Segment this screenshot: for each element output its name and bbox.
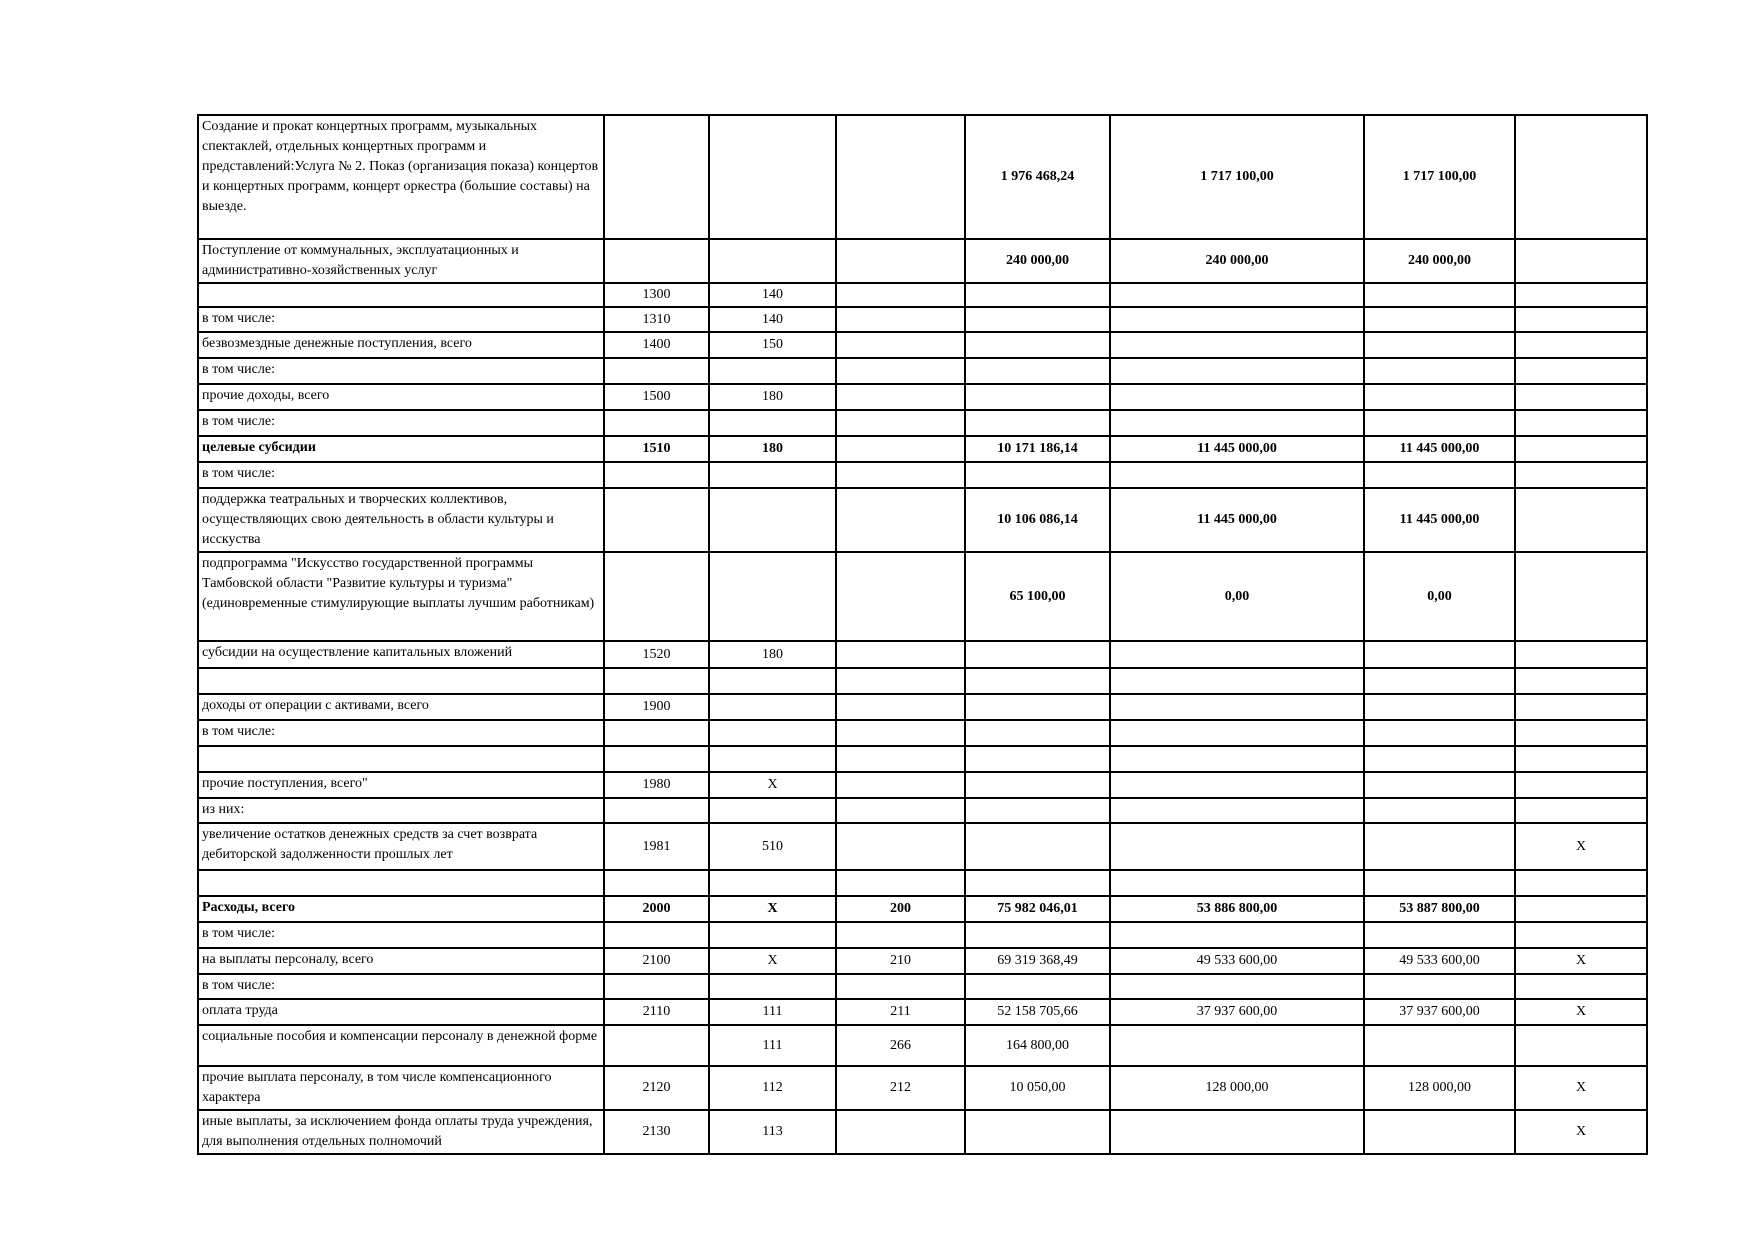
row-value-2019-cell: 1 976 468,24 (965, 115, 1110, 239)
row-value-2019-cell (965, 823, 1110, 870)
row-kbk-cell (836, 1110, 965, 1154)
row-code-cell (604, 720, 709, 746)
row-value-2020-cell: 49 533 600,00 (1110, 948, 1364, 974)
row-value-2021-cell (1364, 798, 1515, 823)
row-value-2020-cell (1110, 746, 1364, 772)
row-value-2019-cell: 10 171 186,14 (965, 436, 1110, 462)
row-code-cell (604, 462, 709, 488)
row-mark-cell (1515, 746, 1647, 772)
row-kosgu-cell: 510 (709, 823, 836, 870)
row-mark-cell (1515, 462, 1647, 488)
table-row (198, 772, 1647, 798)
table-row (198, 694, 1647, 720)
row-kbk-cell (836, 772, 965, 798)
row-kosgu-cell (709, 798, 836, 823)
row-value-2020-cell (1110, 823, 1364, 870)
row-value-2019-cell (965, 641, 1110, 668)
row-mark-cell (1515, 641, 1647, 668)
row-name-cell: поддержка театральных и творческих коллективов, осуществляющих свою деятельность в области культуры и исскуства (198, 488, 604, 552)
row-name-cell: из них: (198, 798, 604, 823)
row-code-cell (604, 974, 709, 999)
row-value-2021-cell (1364, 870, 1515, 896)
row-value-2020-cell: 11 445 000,00 (1110, 488, 1364, 552)
row-value-2020-cell: 240 000,00 (1110, 239, 1364, 283)
row-value-2021-cell (1364, 332, 1515, 358)
table-row (198, 384, 1647, 410)
row-value-2019-cell: 10 050,00 (965, 1066, 1110, 1110)
row-mark-cell (1515, 772, 1647, 798)
row-mark-cell (1515, 436, 1647, 462)
row-value-2019-cell: 164 800,00 (965, 1025, 1110, 1066)
row-value-2021-cell: 53 887 800,00 (1364, 896, 1515, 922)
row-value-2020-cell: 37 937 600,00 (1110, 999, 1364, 1025)
table-row (198, 870, 1647, 896)
table-row (198, 823, 1647, 870)
row-value-2021-cell (1364, 1110, 1515, 1154)
row-value-2019-cell (965, 694, 1110, 720)
row-kosgu-cell: 111 (709, 999, 836, 1025)
row-kbk-cell (836, 462, 965, 488)
row-kbk-cell (836, 694, 965, 720)
row-kbk-cell (836, 922, 965, 948)
row-value-2020-cell (1110, 772, 1364, 798)
row-name-cell: прочие поступления, всего" (198, 772, 604, 798)
row-kosgu-cell (709, 410, 836, 436)
row-kbk-cell: 211 (836, 999, 965, 1025)
row-mark-cell (1515, 410, 1647, 436)
row-name-cell: в том числе: (198, 358, 604, 384)
row-mark-cell (1515, 974, 1647, 999)
row-value-2019-cell (965, 332, 1110, 358)
row-name-cell: на выплаты персоналу, всего (198, 948, 604, 974)
row-code-cell: 1900 (604, 694, 709, 720)
row-code-cell (604, 239, 709, 283)
row-code-cell (604, 552, 709, 641)
row-code-cell (604, 1025, 709, 1066)
row-mark-cell: Х (1515, 999, 1647, 1025)
row-value-2019-cell (965, 798, 1110, 823)
row-kbk-cell (836, 332, 965, 358)
row-code-cell: 1510 (604, 436, 709, 462)
row-kosgu-cell: 112 (709, 1066, 836, 1110)
row-mark-cell (1515, 870, 1647, 896)
table-row (198, 488, 1647, 552)
table-row (198, 1066, 1647, 1110)
row-kbk-cell (836, 307, 965, 332)
row-code-cell: 1981 (604, 823, 709, 870)
row-kosgu-cell (709, 746, 836, 772)
row-kosgu-cell (709, 922, 836, 948)
row-mark-cell (1515, 668, 1647, 694)
row-value-2019-cell (965, 870, 1110, 896)
table-row (198, 896, 1647, 922)
row-value-2021-cell: 240 000,00 (1364, 239, 1515, 283)
row-name-cell: в том числе: (198, 720, 604, 746)
row-code-cell (604, 922, 709, 948)
row-value-2019-cell (965, 384, 1110, 410)
row-name-cell: оплата труда (198, 999, 604, 1025)
row-value-2021-cell (1364, 1025, 1515, 1066)
row-mark-cell (1515, 1025, 1647, 1066)
row-kosgu-cell (709, 552, 836, 641)
row-name-cell (198, 668, 604, 694)
row-kosgu-cell: 140 (709, 307, 836, 332)
row-kbk-cell: 210 (836, 948, 965, 974)
table-row (198, 115, 1647, 239)
table-row (198, 922, 1647, 948)
row-value-2021-cell (1364, 746, 1515, 772)
row-kbk-cell (836, 384, 965, 410)
row-name-cell: в том числе: (198, 307, 604, 332)
table-row (198, 1025, 1647, 1066)
row-value-2021-cell (1364, 283, 1515, 307)
row-kosgu-cell: 111 (709, 1025, 836, 1066)
row-value-2019-cell (965, 358, 1110, 384)
row-value-2020-cell (1110, 798, 1364, 823)
row-kosgu-cell (709, 870, 836, 896)
table-row (198, 720, 1647, 746)
row-value-2021-cell (1364, 922, 1515, 948)
row-value-2021-cell (1364, 823, 1515, 870)
table-row (198, 410, 1647, 436)
row-value-2020-cell (1110, 720, 1364, 746)
row-kosgu-cell (709, 462, 836, 488)
row-value-2020-cell (1110, 974, 1364, 999)
row-name-cell: прочие доходы, всего (198, 384, 604, 410)
row-mark-cell (1515, 922, 1647, 948)
row-value-2020-cell (1110, 384, 1364, 410)
table-row (198, 668, 1647, 694)
table-row (198, 239, 1647, 283)
row-kbk-cell (836, 641, 965, 668)
row-value-2019-cell (965, 410, 1110, 436)
row-mark-cell (1515, 332, 1647, 358)
row-name-cell: целевые субсидии (198, 436, 604, 462)
table-row (198, 974, 1647, 999)
row-kosgu-cell: 180 (709, 641, 836, 668)
row-kbk-cell (836, 746, 965, 772)
row-value-2020-cell: 53 886 800,00 (1110, 896, 1364, 922)
row-value-2019-cell (965, 462, 1110, 488)
row-kbk-cell (836, 974, 965, 999)
row-value-2020-cell (1110, 641, 1364, 668)
row-value-2021-cell (1364, 641, 1515, 668)
row-name-cell: в том числе: (198, 974, 604, 999)
row-kbk-cell (836, 358, 965, 384)
row-kbk-cell (836, 410, 965, 436)
row-value-2021-cell: 11 445 000,00 (1364, 436, 1515, 462)
row-kbk-cell (836, 798, 965, 823)
row-kosgu-cell: 180 (709, 384, 836, 410)
table-row (198, 307, 1647, 332)
row-value-2021-cell (1364, 772, 1515, 798)
row-value-2019-cell: 75 982 046,01 (965, 896, 1110, 922)
row-kosgu-cell (709, 974, 836, 999)
row-value-2021-cell: 128 000,00 (1364, 1066, 1515, 1110)
table-row (198, 1110, 1647, 1154)
row-mark-cell: Х (1515, 823, 1647, 870)
row-mark-cell (1515, 552, 1647, 641)
table-row (198, 641, 1647, 668)
row-code-cell: 1500 (604, 384, 709, 410)
row-value-2019-cell (965, 922, 1110, 948)
row-kosgu-cell: Х (709, 948, 836, 974)
row-value-2020-cell (1110, 332, 1364, 358)
table-row (198, 462, 1647, 488)
row-value-2020-cell (1110, 283, 1364, 307)
row-kbk-cell (836, 283, 965, 307)
row-value-2020-cell (1110, 358, 1364, 384)
row-name-cell: увеличение остатков денежных средств за счет возврата дебиторской задолженности прошлых лет (198, 823, 604, 870)
row-kosgu-cell: 180 (709, 436, 836, 462)
row-kosgu-cell: 140 (709, 283, 836, 307)
row-kosgu-cell: Х (709, 896, 836, 922)
row-kbk-cell (836, 115, 965, 239)
row-name-cell (198, 746, 604, 772)
row-kosgu-cell: 113 (709, 1110, 836, 1154)
row-mark-cell (1515, 358, 1647, 384)
row-kosgu-cell (709, 694, 836, 720)
row-kbk-cell: 266 (836, 1025, 965, 1066)
row-value-2021-cell (1364, 307, 1515, 332)
row-value-2020-cell (1110, 462, 1364, 488)
row-value-2019-cell (965, 668, 1110, 694)
row-name-cell: в том числе: (198, 410, 604, 436)
row-name-cell: Поступление от коммунальных, эксплуатационных и административно-хозяйственных услуг (198, 239, 604, 283)
row-kosgu-cell (709, 115, 836, 239)
row-code-cell (604, 410, 709, 436)
row-value-2019-cell: 69 319 368,49 (965, 948, 1110, 974)
row-value-2021-cell: 0,00 (1364, 552, 1515, 641)
row-value-2020-cell: 128 000,00 (1110, 1066, 1364, 1110)
row-kosgu-cell (709, 668, 836, 694)
table-row (198, 332, 1647, 358)
row-code-cell: 2000 (604, 896, 709, 922)
row-name-cell: доходы от операции с активами, всего (198, 694, 604, 720)
row-kosgu-cell: Х (709, 772, 836, 798)
row-kbk-cell (836, 436, 965, 462)
row-value-2019-cell (965, 1110, 1110, 1154)
table-row (198, 283, 1647, 307)
row-value-2021-cell: 49 533 600,00 (1364, 948, 1515, 974)
row-mark-cell (1515, 798, 1647, 823)
row-kosgu-cell: 150 (709, 332, 836, 358)
row-name-cell: социальные пособия и компенсации персоналу в денежной форме (198, 1025, 604, 1066)
row-kosgu-cell (709, 720, 836, 746)
row-value-2019-cell (965, 283, 1110, 307)
row-name-cell (198, 870, 604, 896)
row-code-cell: 1310 (604, 307, 709, 332)
row-value-2019-cell: 10 106 086,14 (965, 488, 1110, 552)
row-value-2021-cell (1364, 358, 1515, 384)
row-value-2021-cell (1364, 720, 1515, 746)
row-kbk-cell (836, 720, 965, 746)
row-name-cell: в том числе: (198, 462, 604, 488)
row-kbk-cell: 212 (836, 1066, 965, 1110)
table-row (198, 746, 1647, 772)
row-mark-cell (1515, 239, 1647, 283)
row-code-cell: 1400 (604, 332, 709, 358)
row-code-cell: 1980 (604, 772, 709, 798)
row-mark-cell (1515, 720, 1647, 746)
row-code-cell: 1520 (604, 641, 709, 668)
row-value-2020-cell (1110, 307, 1364, 332)
row-mark-cell: Х (1515, 1066, 1647, 1110)
row-name-cell: подпрограмма "Искусство государственной программы Тамбовской области "Развитие культуры и туризма" (единовременные стимулирующие выплаты лучшим работникам) (198, 552, 604, 641)
row-kosgu-cell (709, 488, 836, 552)
row-name-cell: Создание и прокат концертных программ, музыкальных спектаклей, отдельных концертных программ и представлений:Услуга № 2. Показ (организация показа) концертов и концертных программ, концерт оркестра (большие составы) на выезде. (198, 115, 604, 239)
row-value-2020-cell: 0,00 (1110, 552, 1364, 641)
row-value-2021-cell (1364, 668, 1515, 694)
row-kbk-cell (836, 823, 965, 870)
table-row (198, 948, 1647, 974)
row-name-cell: прочие выплата персоналу, в том числе компенсационного характера (198, 1066, 604, 1110)
table-row (198, 798, 1647, 823)
row-value-2020-cell (1110, 922, 1364, 948)
row-name-cell: безвозмездные денежные поступления, всего (198, 332, 604, 358)
row-value-2019-cell (965, 720, 1110, 746)
row-kbk-cell (836, 239, 965, 283)
row-name-cell: иные выплаты, за исключением фонда оплаты труда учреждения, для выполнения отдельных полномочий (198, 1110, 604, 1154)
row-kbk-cell (836, 668, 965, 694)
row-code-cell (604, 798, 709, 823)
row-code-cell (604, 746, 709, 772)
row-value-2019-cell (965, 746, 1110, 772)
row-value-2020-cell (1110, 694, 1364, 720)
row-kosgu-cell (709, 239, 836, 283)
row-mark-cell: Х (1515, 1110, 1647, 1154)
row-value-2019-cell (965, 772, 1110, 798)
row-value-2019-cell: 52 158 705,66 (965, 999, 1110, 1025)
table-row (198, 358, 1647, 384)
row-code-cell (604, 488, 709, 552)
table-row (198, 552, 1647, 641)
row-value-2019-cell (965, 307, 1110, 332)
row-code-cell (604, 668, 709, 694)
row-code-cell (604, 115, 709, 239)
row-value-2020-cell: 1 717 100,00 (1110, 115, 1364, 239)
row-mark-cell (1515, 896, 1647, 922)
row-value-2020-cell (1110, 1110, 1364, 1154)
row-value-2019-cell (965, 974, 1110, 999)
row-name-cell: субсидии на осуществление капитальных вложений (198, 641, 604, 668)
row-code-cell (604, 870, 709, 896)
row-value-2020-cell: 11 445 000,00 (1110, 436, 1364, 462)
row-value-2019-cell: 240 000,00 (965, 239, 1110, 283)
row-value-2020-cell (1110, 410, 1364, 436)
row-mark-cell (1515, 384, 1647, 410)
row-kbk-cell (836, 552, 965, 641)
row-mark-cell: Х (1515, 948, 1647, 974)
row-value-2021-cell: 1 717 100,00 (1364, 115, 1515, 239)
row-value-2021-cell: 11 445 000,00 (1364, 488, 1515, 552)
row-kbk-cell (836, 870, 965, 896)
row-code-cell: 2110 (604, 999, 709, 1025)
row-name-cell: в том числе: (198, 922, 604, 948)
table-row (198, 436, 1647, 462)
row-value-2020-cell (1110, 668, 1364, 694)
row-kbk-cell: 200 (836, 896, 965, 922)
row-code-cell (604, 358, 709, 384)
row-value-2021-cell (1364, 694, 1515, 720)
row-value-2021-cell (1364, 410, 1515, 436)
row-value-2020-cell (1110, 1025, 1364, 1066)
row-code-cell: 2130 (604, 1110, 709, 1154)
row-kbk-cell (836, 488, 965, 552)
table-row (198, 999, 1647, 1025)
row-mark-cell (1515, 694, 1647, 720)
row-kosgu-cell (709, 358, 836, 384)
row-mark-cell (1515, 115, 1647, 239)
row-value-2019-cell: 65 100,00 (965, 552, 1110, 641)
row-mark-cell (1515, 307, 1647, 332)
row-value-2021-cell (1364, 384, 1515, 410)
row-value-2021-cell (1364, 462, 1515, 488)
row-code-cell: 1300 (604, 283, 709, 307)
row-mark-cell (1515, 488, 1647, 552)
row-value-2020-cell (1110, 870, 1364, 896)
budget-table-body (198, 115, 1647, 1154)
row-name-cell: Расходы, всего (198, 896, 604, 922)
budget-table (197, 114, 1648, 1155)
row-code-cell: 2120 (604, 1066, 709, 1110)
row-name-cell (198, 283, 604, 307)
row-value-2021-cell (1364, 974, 1515, 999)
row-mark-cell (1515, 283, 1647, 307)
row-code-cell: 2100 (604, 948, 709, 974)
row-value-2021-cell: 37 937 600,00 (1364, 999, 1515, 1025)
